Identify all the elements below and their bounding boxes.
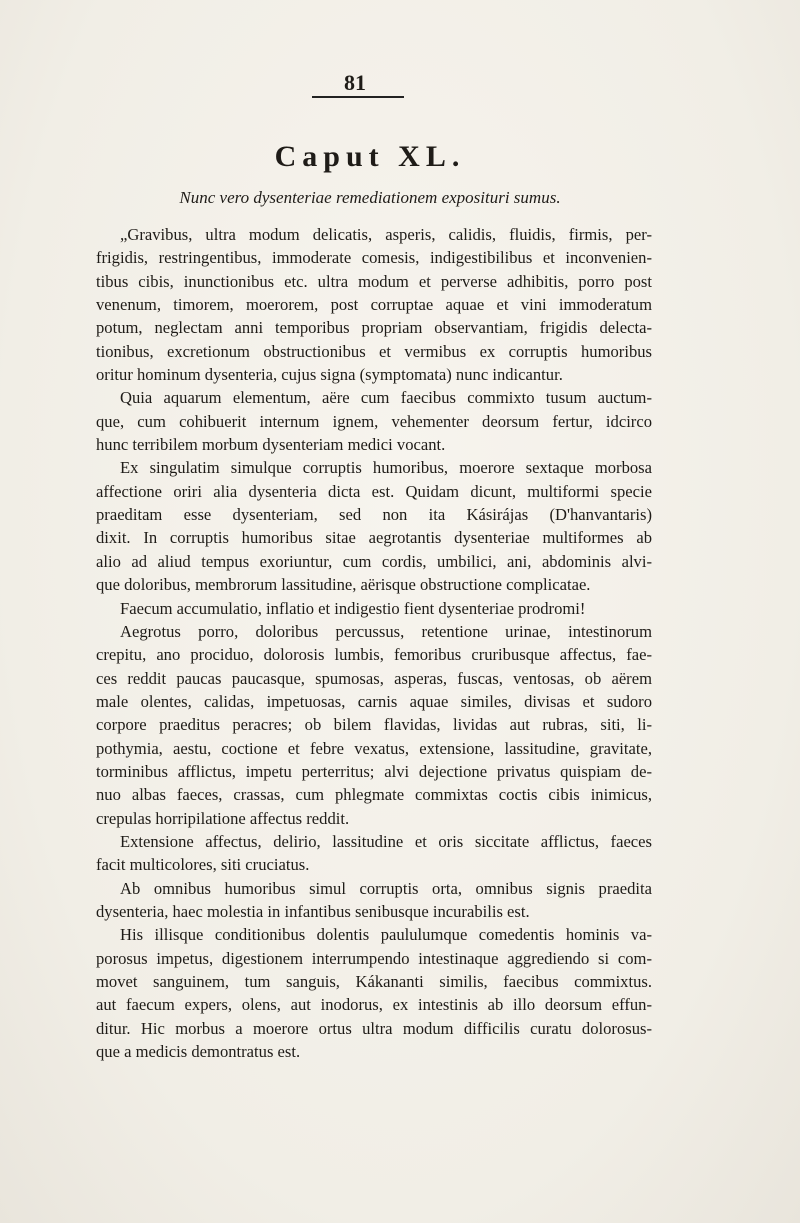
text-line: alio ad aliud tempus exoriuntur, cum cordis, umbilici, ani, abdominis alvi-	[96, 551, 652, 571]
text-line: Ex singulatim simulque corruptis humoribus, moerore sextaque morbosa	[120, 458, 652, 478]
text-line: tionibus, excretionum obstructionibus et vermibus ex corruptis humoribus	[96, 341, 652, 361]
text-line: frigidis, restringentibus, immoderate comesis, indigestibilibus et inconvenien-	[96, 248, 652, 268]
text-line: aut faecum expers, olens, aut inodorus, ex intestinis ab illo deorsum effun-	[96, 995, 652, 1015]
page-number-rule	[312, 96, 404, 98]
text-line: dysenteria, haec molestia in infantibus senibusque incurabilis est.	[96, 901, 530, 921]
text-line: Extensione affectus, delirio, lassitudine et oris siccitate afflictus, faeces	[120, 831, 652, 851]
text-line: que doloribus, membrorum lassitudine, aërisque obstructione complicatae.	[96, 575, 591, 595]
text-line: potum, neglectam anni temporibus propriam observantiam, frigidis delecta-	[96, 318, 652, 338]
text-line: ditur. Hic morbus a moerore ortus ultra modum difficilis curatu dolorosus-	[96, 1018, 652, 1038]
text-line: que, cum cohibuerit internum ignem, vehementer deorsum fertur, idcirco	[96, 411, 652, 431]
text-line: „Gravibus, ultra modum delicatis, asperis, calidis, fluidis, firmis, per-	[120, 225, 652, 244]
text-line: Aegrotus porro, doloribus percussus, retentione urinae, intestinorum	[120, 621, 652, 641]
text-line: porosus impetus, digestionem interrumpendo intestinaque aggrediendo si com-	[96, 948, 652, 968]
text-line: affectione oriri alia dysenteria dicta est. Quidam dicunt, multiformi specie	[96, 481, 652, 501]
text-line: ces reddit paucas paucasque, spumosas, asperas, fuscas, ventosas, ob aërem	[96, 668, 652, 688]
chapter-title: Caput XL.	[274, 140, 466, 173]
text-line: venenum, timorem, moerorem, post corruptae aquae et vini immoderatum	[96, 295, 652, 315]
text-line: Faecum accumulatio, inflatio et indigestio fient dysenteriae prodromi!	[120, 598, 586, 618]
text-line: male olentes, calidas, impetuosas, carnis aquae similes, divisas et sudoro	[96, 691, 652, 711]
text-line: dixit. In corruptis humoribus sitae aegrotantis dysenteriae multiformes ab	[96, 528, 652, 548]
text-line: His illisque conditionibus dolentis paululumque comedentis hominis va-	[120, 925, 652, 945]
text-line: oritur hominum dysenteria, cujus signa (symptomata) nunc indicantur.	[96, 365, 563, 385]
text-line: pothymia, aestu, coctione et febre vexatus, extensione, lassitudine, gravitate,	[96, 738, 652, 758]
text-line: tibus cibis, inunctionibus etc. ultra modum et perverse adhibitis, porro post	[96, 271, 652, 291]
chapter-subtitle: Nunc vero dysenteriae remediationem exposituri sumus.	[179, 188, 561, 207]
text-line: movet sanguinem, tum sanguis, Kákananti similis, faecibus commixtus.	[96, 972, 652, 991]
text-line: nuo albas faeces, crassas, cum phlegmate commixtas coctis cibis inimicus,	[96, 785, 652, 805]
text-line: que a medicis demontratus est.	[96, 1042, 301, 1062]
text-line: Ab omnibus humoribus simul corruptis orta, omnibus signis praedita	[120, 878, 652, 898]
text-line: crepitu, ano prociduo, dolorosis lumbis, femoribus cruribusque affectus, fae-	[96, 645, 652, 665]
text-line: corpore praeditus peracres; ob bilem flavidas, lividas aut rubras, siti, li-	[96, 715, 652, 735]
text-line: crepulas horripilatione affectus reddit.	[96, 808, 350, 828]
text-line: facit multicolores, siti cruciatus.	[96, 855, 310, 875]
text-line: Quia aquarum elementum, aëre cum faecibus commixto tusum auctum-	[120, 388, 652, 408]
text-line: praeditam esse dysenteriam, sed non ita Kásirájas (D'hanvantaris)	[96, 505, 652, 525]
text-line: hunc terribilem morbum dysenteriam medici vocant.	[96, 435, 446, 455]
body-text	[96, 223, 652, 1063]
text-line: torminibus afflictus, impetu perterritus; alvi dejectione privatus quispiam de-	[96, 761, 652, 781]
page-number: 81	[344, 70, 366, 95]
